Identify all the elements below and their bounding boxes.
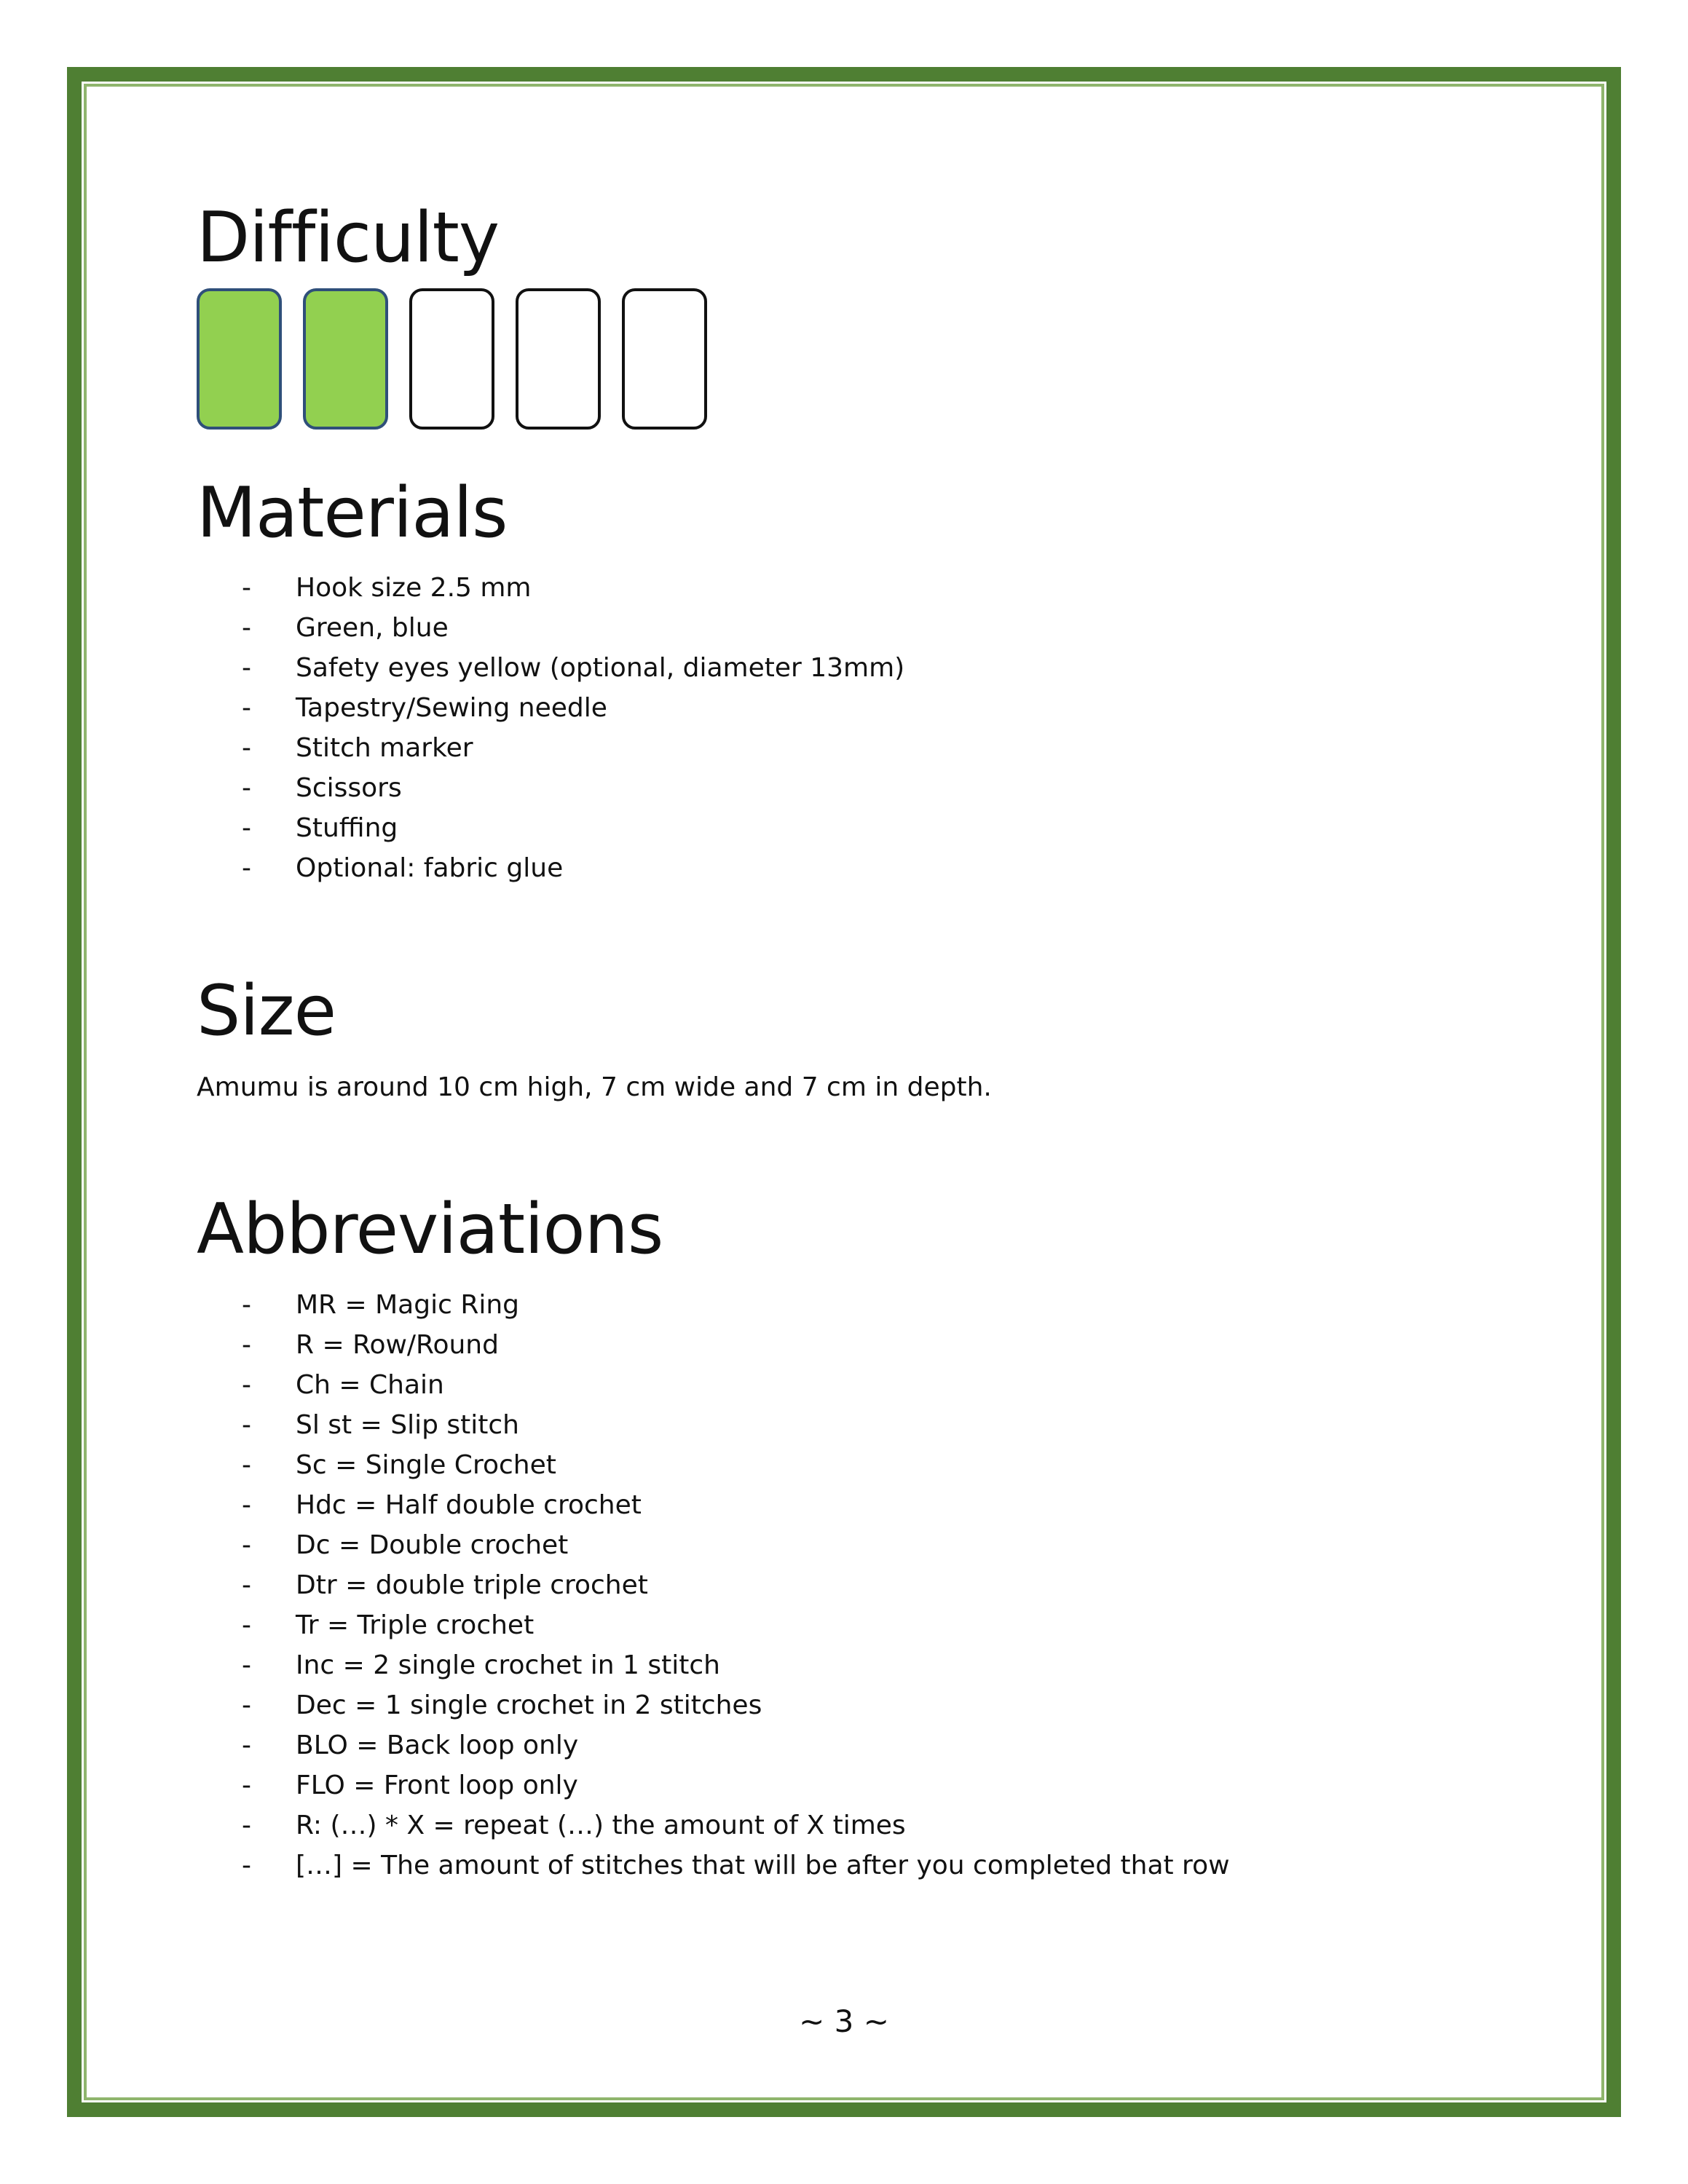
- list-dash: -: [242, 813, 251, 843]
- list-item: [242, 1485, 1230, 1525]
- list-item: [242, 1325, 1230, 1365]
- list-item-text: Stitch marker: [296, 733, 473, 763]
- list-dash: -: [242, 853, 251, 883]
- list-item: [242, 1285, 1230, 1325]
- list-item-text: Dtr = double triple crochet: [296, 1570, 648, 1600]
- list-item-text: BLO = Back loop only: [296, 1730, 579, 1760]
- list-item: [242, 768, 904, 808]
- list-dash: -: [242, 1530, 251, 1560]
- difficulty-box-empty: [516, 288, 601, 430]
- list-item: [242, 1805, 1230, 1845]
- list-dash: -: [242, 1330, 251, 1360]
- list-item-text: Tr = Triple crochet: [296, 1610, 535, 1640]
- list-item: [242, 1605, 1230, 1645]
- difficulty-box-filled: [197, 288, 282, 430]
- list-item-text: Tapestry/Sewing needle: [296, 693, 607, 723]
- list-item-text: Sc = Single Crochet: [296, 1450, 556, 1480]
- list-item: [242, 648, 904, 688]
- materials-list: [242, 568, 904, 888]
- size-heading: Size: [197, 971, 336, 1051]
- list-dash: -: [242, 1410, 251, 1440]
- list-item-text: Sl st = Slip stitch: [296, 1410, 519, 1440]
- list-item-text: Safety eyes yellow (optional, diameter 13mm): [296, 653, 905, 683]
- list-dash: -: [242, 1570, 251, 1600]
- list-item: [242, 1565, 1230, 1605]
- list-dash: -: [242, 653, 251, 683]
- list-item: [242, 1525, 1230, 1565]
- list-item-text: Green, blue: [296, 613, 449, 643]
- list-dash: -: [242, 1450, 251, 1480]
- list-item: [242, 1645, 1230, 1685]
- list-item-text: Inc = 2 single crochet in 1 stitch: [296, 1650, 720, 1680]
- list-item: [242, 1365, 1230, 1405]
- list-item-text: Stuffing: [296, 813, 398, 843]
- list-item: [242, 728, 904, 768]
- list-item-text: Ch = Chain: [296, 1370, 444, 1400]
- list-item-text: Optional: fabric glue: [296, 853, 564, 883]
- list-dash: -: [242, 1770, 251, 1800]
- list-dash: -: [242, 1811, 251, 1840]
- list-item: [242, 1445, 1230, 1485]
- list-dash: -: [242, 1690, 251, 1720]
- list-item: [242, 1845, 1230, 1886]
- list-item: [242, 1725, 1230, 1765]
- list-item-text: Dec = 1 single crochet in 2 stitches: [296, 1690, 762, 1720]
- list-item-text: […] = The amount of stitches that will be after you completed that row: [296, 1851, 1230, 1880]
- list-dash: -: [242, 613, 251, 643]
- difficulty-heading: Difficulty: [197, 198, 500, 278]
- list-item: [242, 1685, 1230, 1725]
- list-item: [242, 568, 904, 608]
- list-dash: -: [242, 1370, 251, 1400]
- list-item-text: FLO = Front loop only: [296, 1770, 578, 1800]
- list-item: [242, 608, 904, 648]
- list-dash: -: [242, 1650, 251, 1680]
- list-item-text: Hdc = Half double crochet: [296, 1490, 642, 1520]
- list-dash: -: [242, 1730, 251, 1760]
- difficulty-box-empty: [409, 288, 494, 430]
- list-dash: -: [242, 1610, 251, 1640]
- list-item: [242, 848, 904, 888]
- list-item-text: R: (…) * X = repeat (…) the amount of X times: [296, 1811, 906, 1840]
- list-item: [242, 808, 904, 848]
- list-item: [242, 688, 904, 728]
- list-dash: -: [242, 1490, 251, 1520]
- difficulty-box-filled: [303, 288, 388, 430]
- page-number: ~ 3 ~: [799, 2003, 889, 2039]
- list-dash: -: [242, 1851, 251, 1880]
- list-item-text: MR = Magic Ring: [296, 1290, 520, 1320]
- abbreviations-heading: Abbreviations: [197, 1190, 663, 1270]
- list-item: [242, 1405, 1230, 1445]
- list-item-text: Hook size 2.5 mm: [296, 573, 532, 603]
- list-item: [242, 1765, 1230, 1805]
- materials-heading: Materials: [197, 473, 508, 553]
- list-item-text: R = Row/Round: [296, 1330, 499, 1360]
- abbreviations-list: [242, 1285, 1230, 1886]
- list-item-text: Scissors: [296, 773, 402, 803]
- list-dash: -: [242, 573, 251, 603]
- size-description: Amumu is around 10 cm high, 7 cm wide and 7 cm in depth.: [197, 1072, 992, 1102]
- list-dash: -: [242, 733, 251, 763]
- difficulty-rating: [197, 288, 707, 430]
- difficulty-box-empty: [622, 288, 707, 430]
- list-dash: -: [242, 693, 251, 723]
- list-dash: -: [242, 1290, 251, 1320]
- list-dash: -: [242, 773, 251, 803]
- list-item-text: Dc = Double crochet: [296, 1530, 569, 1560]
